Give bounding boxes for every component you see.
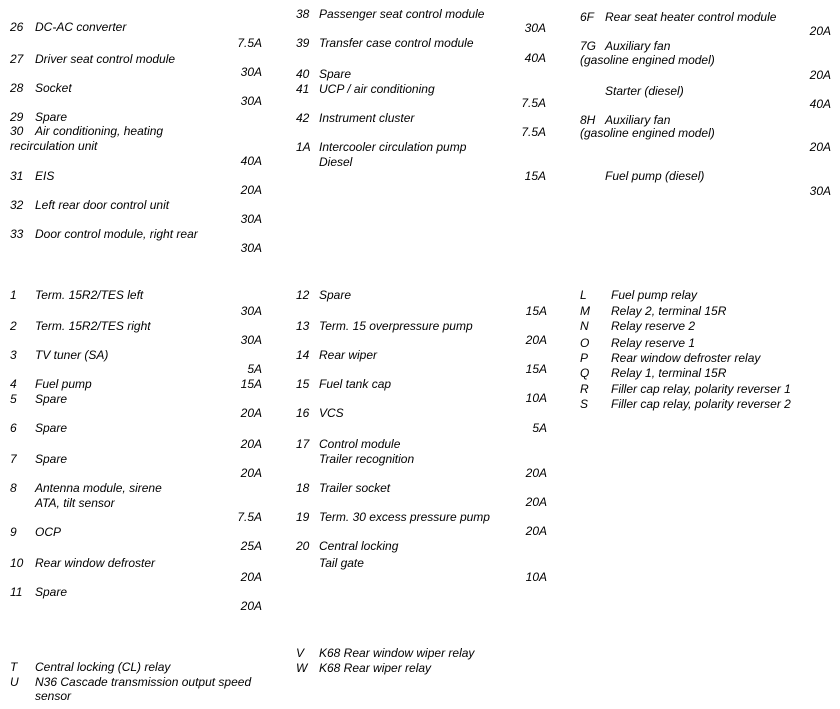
fuse-label: Control module [319,437,401,451]
fuse-rating: 20A [525,524,547,538]
fuse-number: 14 [296,348,310,362]
fuse-number: S [580,397,589,411]
fuse-label: Intercooler circulation pump [319,140,467,154]
fuse-rating: 20A [240,570,262,584]
fuse-rating: 40A [524,51,546,65]
fuse-label: K68 Rear wiper relay [319,661,432,675]
fuse-label: Central locking [319,539,399,553]
fuse-label-line2: Diesel [319,155,353,169]
fuse-label: Driver seat control module [35,52,176,66]
fuse-rating: 10A [525,391,547,405]
fuse-number: 6F [580,10,595,24]
fuse-label: Spare [35,421,68,435]
fuse-number: 42 [296,111,310,125]
fuse-rating: 30A [809,184,831,198]
fuse-label: Rear window defroster [35,556,156,570]
fuse-rating: 15A [525,304,547,318]
fuse-rating: 20A [809,68,831,82]
fuse-number: 12 [296,288,310,302]
fuse-label: Fuel pump [35,377,92,391]
fuse-label: Relay 2, terminal 15R [611,304,727,318]
fuse-label: Term. 30 excess pressure pump [319,510,490,524]
fuse-number: 2 [10,319,17,333]
fuse-label: Filler cap relay, polarity reverser 1 [611,382,791,396]
fuse-rating: 40A [809,97,831,111]
fuse-number: U [10,675,19,689]
fuse-rating: 30A [524,21,546,35]
fuse-rating: 10A [525,570,547,584]
fuse-number: T [10,660,18,674]
fuse-rating: 20A [525,466,547,480]
fuse-label-line2: Trailer recognition [319,452,415,466]
fuse-label: Term. 15R2/TES right [35,319,151,333]
fuse-label: Spare [319,67,352,81]
fuse-rating: 20A [240,466,262,480]
fuse-label: Rear window defroster relay [611,351,761,365]
fuse-label: Fuel pump (diesel) [605,169,705,183]
fuse-label-line2: sensor [35,689,72,703]
fuse-number: 19 [296,510,310,524]
fuse-label: Fuel tank cap [319,377,392,391]
fuse-label: TV tuner (SA) [35,348,109,362]
fuse-rating: 7.5A [237,36,262,50]
fuse-label: Relay reserve 2 [611,319,696,333]
fuse-number: 40 [296,67,310,81]
fuse-number: 38 [296,7,310,21]
fuse-rating: 15A [240,377,262,391]
fuse-rating: 20A [525,495,547,509]
fuse-number: 16 [296,406,310,420]
fuse-label: Filler cap relay, polarity reverser 2 [611,397,791,411]
fuse-rating: 5A [532,421,547,435]
fuse-label: Relay 1, terminal 15R [611,366,727,380]
fuse-label: Relay reserve 1 [611,336,696,350]
fuse-number: 32 [10,198,24,212]
fuse-number: P [580,351,589,365]
fuse-number: 26 [10,20,24,34]
fuse-rating: 25A [240,539,262,553]
fuse-number: 7 [10,452,17,466]
fuse-rating: 20A [240,599,262,613]
fuse-label: Door control module, right rear [35,227,198,241]
fuse-number: 15 [296,377,310,391]
fuse-rating: 20A [240,183,262,197]
fuse-rating: 20A [809,140,831,154]
fuse-number: 30 [10,124,24,138]
fuse-number: M [580,304,590,318]
fuse-number: W [296,661,308,675]
fuse-label: Fuel pump relay [611,288,698,302]
fuse-rating: 30A [240,65,262,79]
fuse-number: 18 [296,481,310,495]
fuse-label: Passenger seat control module [319,7,485,21]
fuse-number: R [580,382,589,396]
fuse-label-line2: recirculation unit [10,139,98,153]
fuse-label: DC-AC converter [35,20,127,34]
fuse-rating: 15A [525,362,547,376]
fuse-label: Trailer socket [319,481,391,495]
fuse-number: 13 [296,319,310,333]
fuse-label: Transfer case control module [319,36,474,50]
fuse-label-line2: (gasoline engined model) [580,126,715,140]
fuse-number: L [580,288,587,302]
fuse-label: Central locking (CL) relay [35,660,171,674]
fuse-rating: 30A [240,241,262,255]
fuse-number: 20 [296,539,310,553]
fuse-rating: 30A [240,94,262,108]
fuse-rating: 7.5A [521,125,546,139]
fuse-number: 41 [296,82,310,96]
fuse-rating: 30A [240,333,262,347]
fuse-number: 3 [10,348,17,362]
fuse-number: O [580,336,590,350]
fuse-number: 27 [10,52,24,66]
fuse-number: 10 [10,556,24,570]
fuse-label: EIS [35,169,55,183]
fuse-rating: 40A [240,154,262,168]
fuse-label: Auxiliary fan [605,113,671,127]
fuse-label: Spare [35,392,68,406]
fuse-label-line2: (gasoline engined model) [580,53,715,67]
fuse-rating: 7.5A [237,510,262,524]
fuse-number: N [580,319,589,333]
fuse-label: Instrument cluster [319,111,415,125]
fuse-label: Spare [319,288,352,302]
fuse-label: Left rear door control unit [35,198,170,212]
fuse-number: 11 [10,585,23,599]
fuse-label: Auxiliary fan [605,39,671,53]
fuse-label: Term. 15R2/TES left [35,288,144,302]
fuse-label: Term. 15 overpressure pump [319,319,473,333]
fuse-rating: 5A [247,362,262,376]
fuse-number: 33 [10,227,24,241]
fuse-label: VCS [319,406,344,420]
fuse-label-line2: Tail gate [319,556,364,570]
fuse-label: Rear seat heater control module [605,10,777,24]
fuse-label: N36 Cascade transmission output speed [35,675,252,689]
fuse-number: 1 [10,288,17,302]
fuse-number: 17 [296,437,310,451]
fuse-label: Antenna module, sirene [35,481,162,495]
fuse-label: Spare [35,452,68,466]
fuse-number: 5 [10,392,17,406]
fuse-label: K68 Rear window wiper relay [319,646,475,660]
fuse-rating: 20A [240,437,262,451]
fuse-rating: 20A [240,406,262,420]
fuse-label: Rear wiper [319,348,378,362]
fuse-number: 31 [10,169,24,183]
fuse-number: 8H [580,113,596,127]
fuse-label-line2: ATA, tilt sensor [35,496,115,510]
fuse-number: 8 [10,481,17,495]
fuse-rating: 30A [240,212,262,226]
fuse-rating: 15A [524,169,546,183]
fuse-label: Starter (diesel) [605,84,684,98]
fuse-number: 7G [580,39,597,53]
fuse-label: Air conditioning, heating [35,124,164,138]
fuse-rating: 7.5A [521,96,546,110]
fuse-rating: 30A [240,304,262,318]
fuse-label: Spare [35,585,68,599]
fuse-number: 28 [10,81,24,95]
fuse-rating: 20A [809,24,831,38]
fuse-number: 29 [10,110,24,124]
fuse-number: 1A [296,140,311,154]
fuse-number: Q [580,366,590,380]
fuse-number: V [296,646,305,660]
fuse-number: 6 [10,421,17,435]
fuse-label: UCP / air conditioning [319,82,435,96]
fuse-label: Socket [35,81,72,95]
fuse-number: 4 [10,377,17,391]
fuse-number: 39 [296,36,310,50]
fuse-number: 9 [10,525,17,539]
fuse-rating: 20A [525,333,547,347]
fuse-label: OCP [35,525,62,539]
fuse-label: Spare [35,110,68,124]
